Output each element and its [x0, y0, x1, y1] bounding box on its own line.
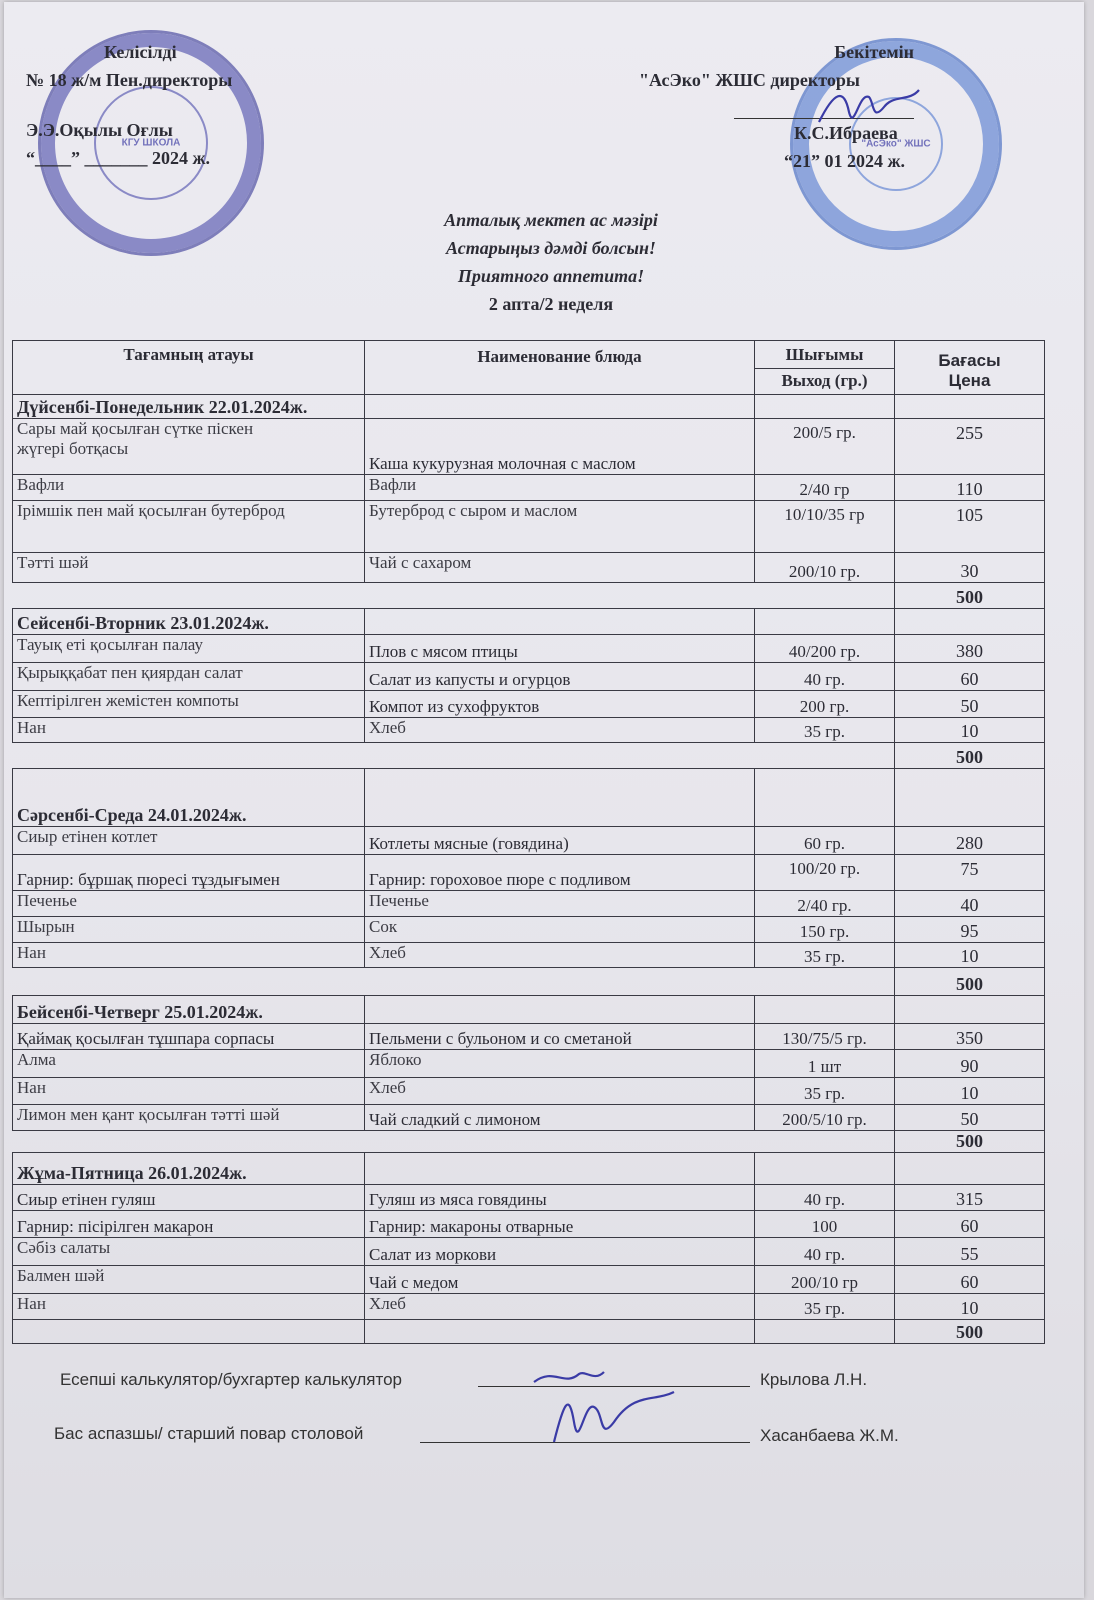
- dish-price: 10: [895, 1294, 1045, 1320]
- dish-ru: Хлеб: [365, 1078, 755, 1105]
- dish-kz: Ірімшік пен май қосылған бутерброд: [13, 501, 365, 553]
- dish-price: 10: [895, 943, 1045, 968]
- day-row: [13, 1153, 1045, 1185]
- dish-kz: Кептірілген жемістен компоты: [13, 691, 365, 718]
- dish-output: 200/5 гр.: [755, 419, 895, 475]
- dish-output: 40 гр.: [755, 1185, 895, 1211]
- dish-price: 60: [895, 1211, 1045, 1238]
- dish-kz: Нан: [13, 1078, 365, 1105]
- dish-output: 40 гр.: [755, 663, 895, 691]
- title-kz: Апталық мектеп ас мәзірі: [444, 210, 658, 230]
- dish-output: 2/40 гр: [755, 475, 895, 501]
- dish-ru: Котлеты мясные (говядина): [365, 827, 755, 855]
- dish-kz: Нан: [13, 943, 365, 968]
- dish-output: 150 гр.: [755, 917, 895, 943]
- dish-kz-line2: жүгері ботқасы: [17, 439, 129, 458]
- table-row: [13, 501, 1045, 553]
- company-date: “21” 01 2024 ж.: [784, 151, 906, 171]
- dish-ru: Плов с мясом птицы: [365, 635, 755, 663]
- dish-output: 2/40 гр.: [755, 891, 895, 917]
- col-header-kz: Тағамның атауы: [13, 341, 365, 395]
- day-total: 500: [895, 743, 1045, 769]
- dish-output: 35 гр.: [755, 943, 895, 968]
- table-row: [13, 1185, 1045, 1211]
- table-row: [13, 1266, 1045, 1294]
- col-header-output-ru: Выход (гр.): [755, 369, 895, 395]
- table-row: [13, 419, 1045, 475]
- dish-price: 380: [895, 635, 1045, 663]
- dish-output: 1 шт: [755, 1050, 895, 1078]
- accountant-label: Есепші калькулятор/бухгартер калькулятор: [60, 1370, 402, 1389]
- dish-ru: Печенье: [365, 891, 755, 917]
- dish-ru: Чай с сахаром: [365, 553, 755, 583]
- dish-price: 50: [895, 691, 1045, 718]
- day-row: [13, 769, 1045, 827]
- dish-ru: Хлеб: [365, 718, 755, 743]
- dish-price: 55: [895, 1238, 1045, 1266]
- approve-label: Бекітемін: [834, 42, 914, 62]
- dish-kz: Қырыққабат пен қиярдан салат: [13, 663, 365, 691]
- dish-kz: Тәтті шәй: [13, 553, 365, 583]
- dish-price: 110: [895, 475, 1045, 501]
- dish-ru: Бутерброд с сыром и маслом: [365, 501, 755, 553]
- col-header-ru: Наименование блюда: [365, 341, 755, 395]
- day-total: 500: [895, 1131, 1045, 1153]
- total-row: [13, 583, 1045, 609]
- dish-ru: Салат из моркови: [365, 1238, 755, 1266]
- dish-ru: Гуляш из мяса говядины: [365, 1185, 755, 1211]
- dish-kz: Нан: [13, 1294, 365, 1320]
- dish-kz: Гарнир: пісірілген макарон: [13, 1211, 365, 1238]
- table-row: [13, 1105, 1045, 1131]
- col-header-output-kz: Шығымы: [755, 341, 895, 369]
- dish-kz: [13, 419, 365, 475]
- dish-kz: Сиыр етінен гуляш: [13, 1185, 365, 1211]
- col-header-price: [895, 341, 1045, 395]
- title-wish-kz: Астарыңыз дәмді болсын!: [446, 238, 656, 258]
- dish-kz: Алма: [13, 1050, 365, 1078]
- dish-kz-line1: Сары май қосылған сүтке піскен: [17, 419, 254, 438]
- dish-ru: Гарнир: гороховое пюре с подливом: [365, 855, 755, 891]
- dish-price: 10: [895, 1078, 1045, 1105]
- total-row: [13, 1131, 1045, 1153]
- dish-price: 90: [895, 1050, 1045, 1078]
- dish-kz: Вафли: [13, 475, 365, 501]
- dish-price: 315: [895, 1185, 1045, 1211]
- dish-price: 75: [895, 855, 1045, 891]
- price-label-kz: Бағасы: [938, 350, 1001, 370]
- dish-ru: Компот из сухофруктов: [365, 691, 755, 718]
- day-row: [13, 395, 1045, 419]
- dish-output: 130/75/5 гр.: [755, 1024, 895, 1050]
- menu-title: [4, 206, 1094, 318]
- dish-output: 35 гр.: [755, 718, 895, 743]
- dish-kz: Нан: [13, 718, 365, 743]
- dish-kz: Тауық еті қосылған палау: [13, 635, 365, 663]
- table-row: [13, 635, 1045, 663]
- dish-price: 255: [895, 419, 1045, 475]
- table-row: [13, 718, 1045, 743]
- director-signature: [814, 82, 924, 132]
- dish-ru: Салат из капусты и огурцов: [365, 663, 755, 691]
- table-row: [13, 1050, 1045, 1078]
- dish-output: 35 гр.: [755, 1294, 895, 1320]
- dish-output: 200/5/10 гр.: [755, 1105, 895, 1131]
- dish-price: 105: [895, 501, 1045, 553]
- table-row: [13, 855, 1045, 891]
- dish-price: 280: [895, 827, 1045, 855]
- dish-output: 60 гр.: [755, 827, 895, 855]
- dish-ru: Сок: [365, 917, 755, 943]
- school-director-label: № 18 ж/м Пен.директоры: [26, 70, 233, 90]
- dish-price: 60: [895, 663, 1045, 691]
- total-row: [13, 743, 1045, 769]
- table-row: [13, 943, 1045, 968]
- dish-price: 350: [895, 1024, 1045, 1050]
- dish-ru: Яблоко: [365, 1050, 755, 1078]
- dish-kz: Гарнир: бұршақ пюресі тұздығымен: [13, 855, 365, 891]
- dish-ru: Чай с медом: [365, 1266, 755, 1294]
- total-row: [13, 968, 1045, 996]
- table-header-row: [13, 341, 1045, 369]
- title-wish-ru: Приятного аппетита!: [457, 266, 645, 286]
- table-row: [13, 1294, 1045, 1320]
- dish-ru: Пельмени с бульоном и со сметаной: [365, 1024, 755, 1050]
- dish-kz: Сиыр етінен котлет: [13, 827, 365, 855]
- school-stamp-text: КГУ ШКОЛА: [121, 137, 181, 149]
- table-row: [13, 917, 1045, 943]
- school-director-name: Э.Э.Оқылы Оғлы: [26, 120, 173, 140]
- dish-output: 200 гр.: [755, 691, 895, 718]
- dish-output: 40/200 гр.: [755, 635, 895, 663]
- day-row: [13, 609, 1045, 635]
- day-total: 500: [895, 1320, 1045, 1344]
- table-row: [13, 1238, 1045, 1266]
- day-wednesday: Сәрсенбі-Среда 24.01.2024ж.: [13, 769, 365, 827]
- day-thursday: Бейсенбі-Четверг 25.01.2024ж.: [13, 996, 365, 1024]
- dish-output: 100/20 гр.: [755, 855, 895, 891]
- agreed-label: Келісілді: [104, 42, 177, 62]
- dish-output: 40 гр.: [755, 1238, 895, 1266]
- approval-left: [26, 38, 232, 172]
- dish-price: 30: [895, 553, 1045, 583]
- dish-kz: Лимон мен қант қосылған тәтті шәй: [13, 1105, 365, 1131]
- dish-price: 10: [895, 718, 1045, 743]
- company-director-name: К.С.Ибраева: [794, 123, 898, 143]
- company-stamp-text: "АсЭко" ЖШС: [861, 138, 931, 150]
- dish-output: 10/10/35 гр: [755, 501, 895, 553]
- table-row: [13, 827, 1045, 855]
- dish-output: 35 гр.: [755, 1078, 895, 1105]
- staff-signature: [524, 1362, 684, 1462]
- dish-kz: Қаймақ қосылған тұшпара сорпасы: [13, 1024, 365, 1050]
- dish-ru: Гарнир: макароны отварные: [365, 1211, 755, 1238]
- cook-name: Хасанбаева Ж.М.: [760, 1426, 899, 1445]
- cook-label: Бас аспазшы/ старший повар столовой: [54, 1424, 364, 1443]
- table-row: [13, 475, 1045, 501]
- table-row: [13, 663, 1045, 691]
- dish-kz: Шырын: [13, 917, 365, 943]
- dish-ru: Чай сладкий с лимоном: [365, 1105, 755, 1131]
- table-row: [13, 1078, 1045, 1105]
- dish-ru: Каша кукурузная молочная с маслом: [365, 419, 755, 475]
- dish-price: 40: [895, 891, 1045, 917]
- table-row: [13, 891, 1045, 917]
- menu-table: [12, 340, 1045, 1344]
- total-row: [13, 1320, 1045, 1344]
- price-label-ru: Цена: [948, 370, 991, 390]
- dish-kz: Сәбіз салаты: [13, 1238, 365, 1266]
- dish-kz: Балмен шәй: [13, 1266, 365, 1294]
- table-row: [13, 1024, 1045, 1050]
- day-total: 500: [895, 583, 1045, 609]
- dish-output: 200/10 гр: [755, 1266, 895, 1294]
- table-row: [13, 553, 1045, 583]
- dish-output: 200/10 гр.: [755, 553, 895, 583]
- dish-price: 95: [895, 917, 1045, 943]
- dish-price: 50: [895, 1105, 1045, 1131]
- dish-ru: Хлеб: [365, 1294, 755, 1320]
- dish-price: 60: [895, 1266, 1045, 1294]
- school-date: “____” _______ 2024 ж.: [26, 148, 211, 168]
- day-row: [13, 996, 1045, 1024]
- accountant-name: Крылова Л.Н.: [760, 1370, 868, 1389]
- day-friday: Жұма-Пятница 26.01.2024ж.: [13, 1153, 365, 1185]
- company-director-label: "АсЭко" ЖШС директоры: [639, 70, 860, 90]
- menu-document: [4, 2, 1084, 1598]
- table-row: [13, 691, 1045, 718]
- day-total: 500: [895, 968, 1045, 996]
- day-monday: Дүйсенбі-Понедельник 22.01.2024ж.: [13, 395, 365, 419]
- dish-ru: Хлеб: [365, 943, 755, 968]
- dish-ru: Вафли: [365, 475, 755, 501]
- day-tuesday: Сейсенбі-Вторник 23.01.2024ж.: [13, 609, 365, 635]
- dish-output: 100: [755, 1211, 895, 1238]
- week-label: 2 апта/2 неделя: [488, 294, 614, 314]
- table-row: [13, 1211, 1045, 1238]
- dish-kz: Печенье: [13, 891, 365, 917]
